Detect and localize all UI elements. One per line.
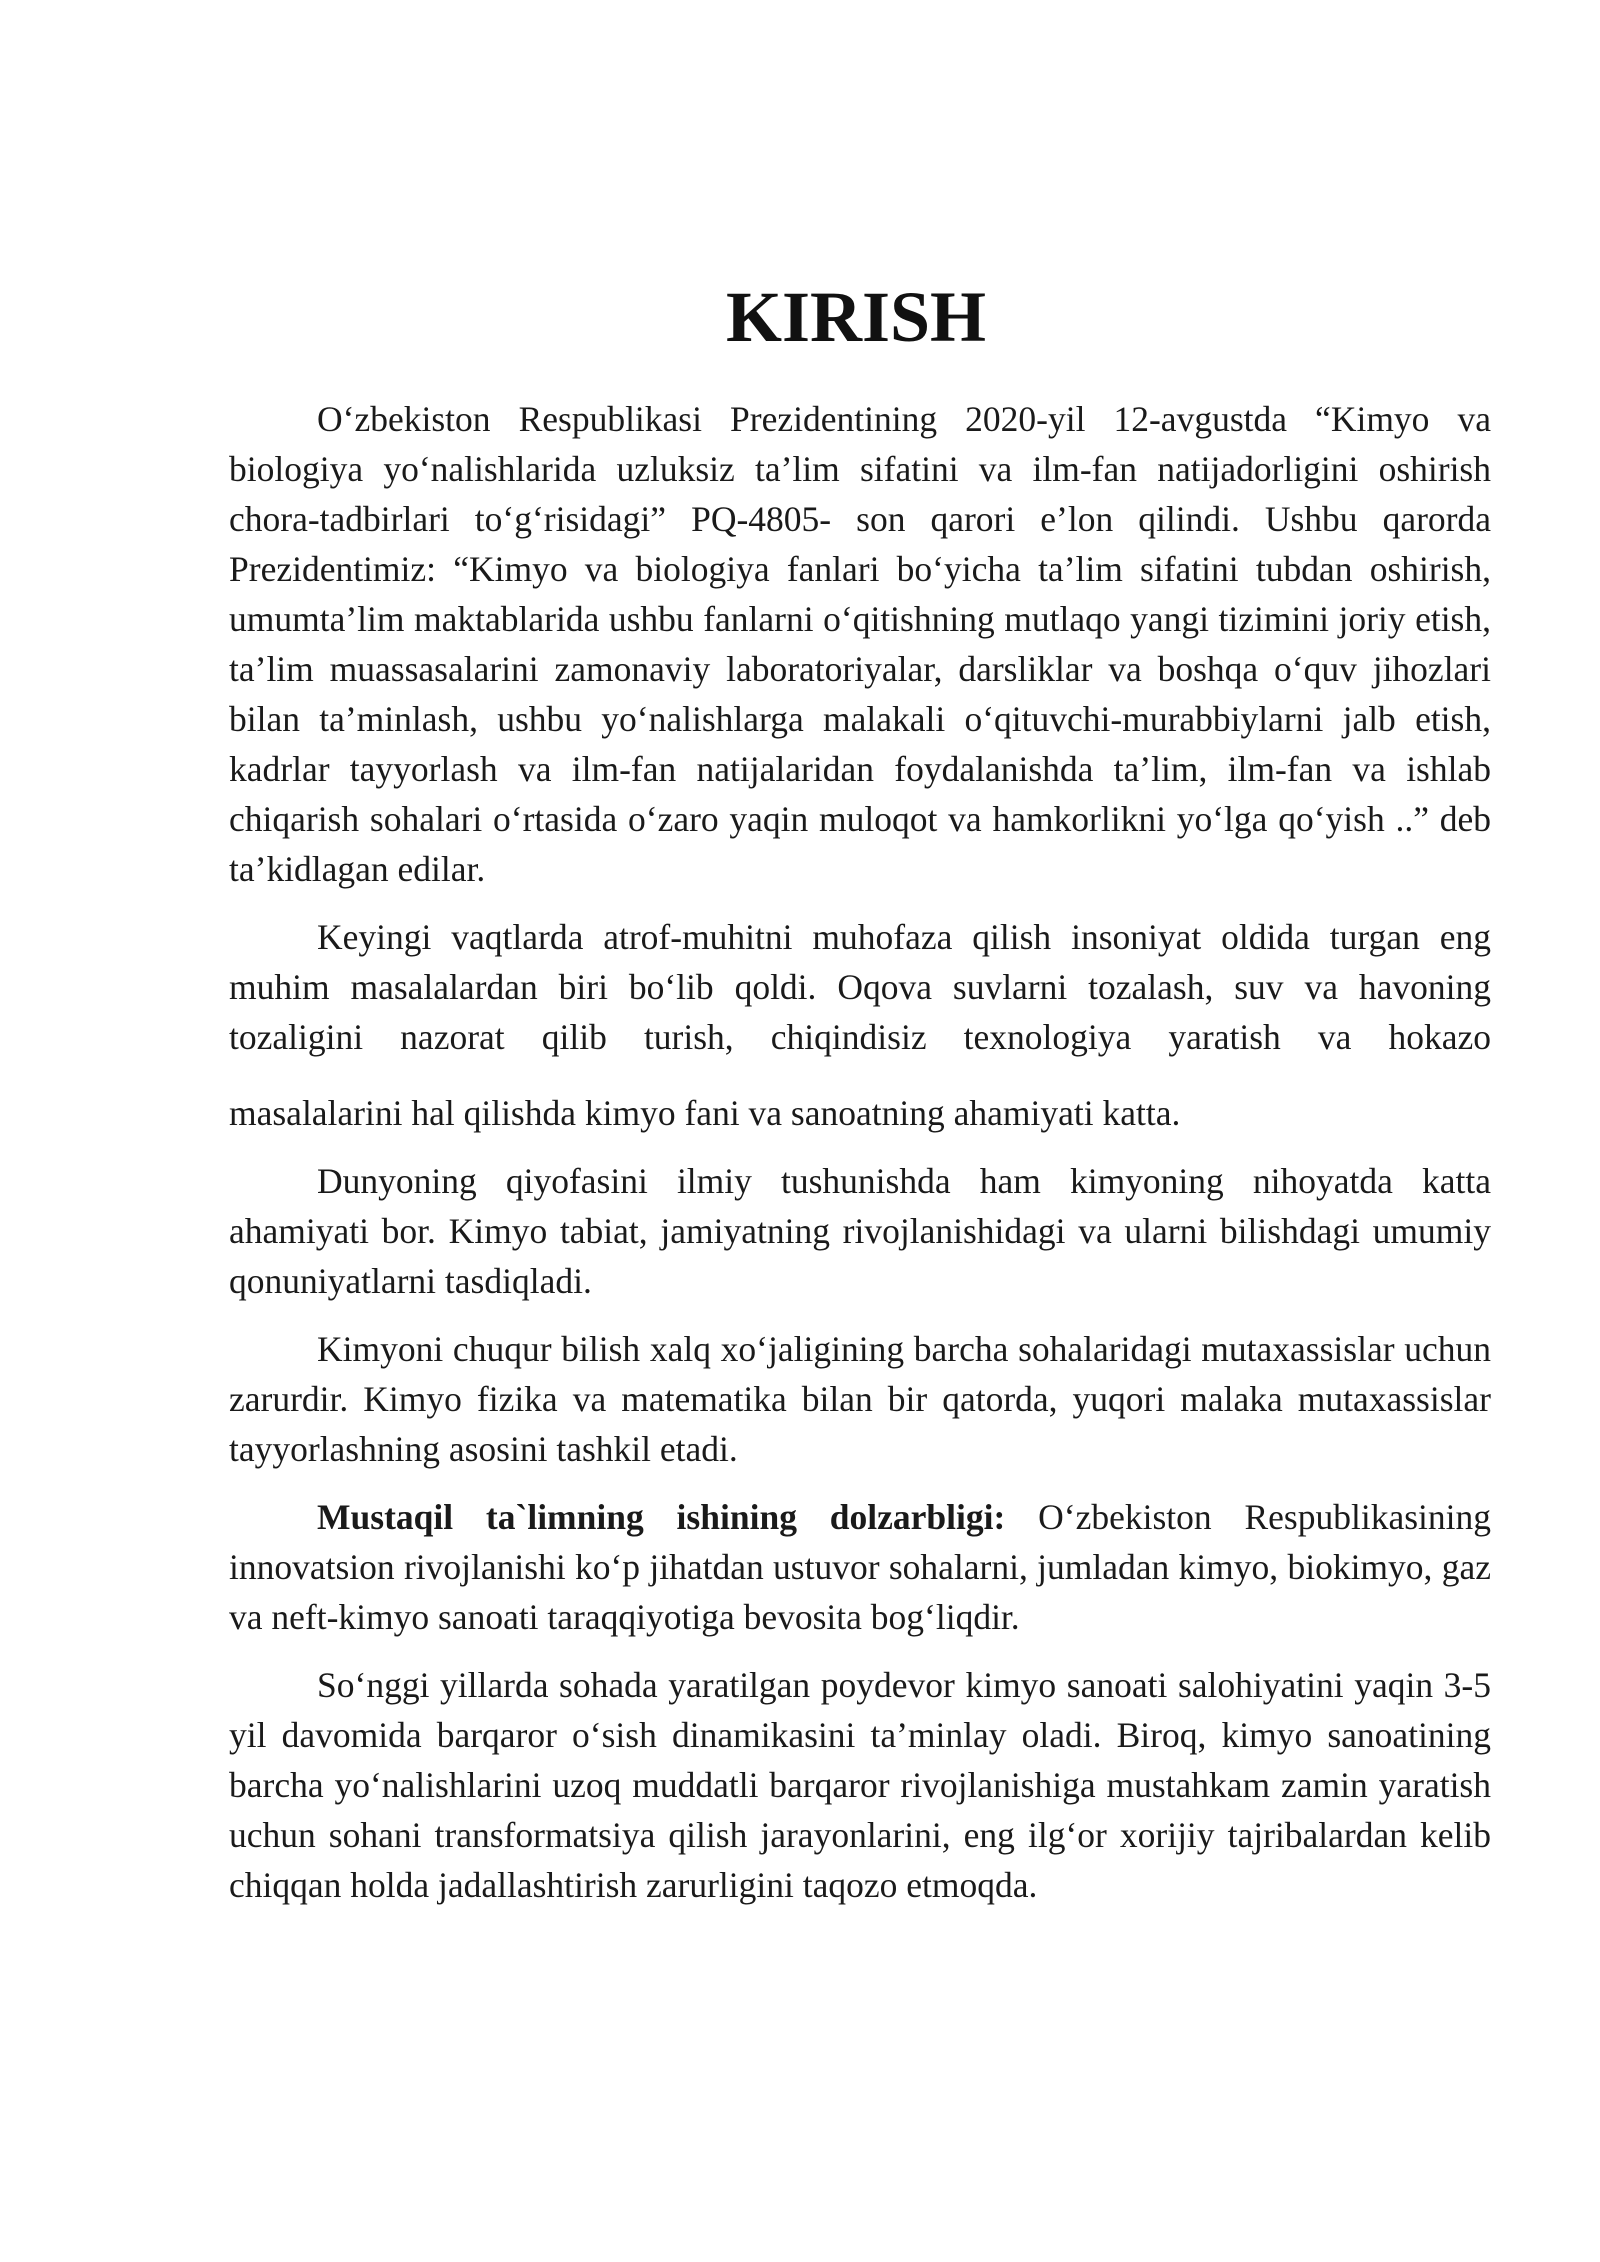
paragraph-presidential-decree: O‘zbekiston Respublikasi Prezidentining 2020-yil 12-avgustda “Kimyo va biologiya yo‘nalishlarida uzluksiz ta’lim sifatini va ilm-fan natijadorligini oshirish chora-tadbirlari to‘g‘risidagi” PQ-4805- son qarori e’lon qilindi. Ushbu qarorda Prezidentimiz: “Kimyo va biologiya fanlari bo‘yicha ta’lim sifatini tubdan oshirish, umumta’lim maktablarida ushbu fanlarni o‘qitishning mutlaqo yangi tizimini joriy etish, ta’lim muassasalarini zamonaviy laboratoriyalar, darsliklar va boshqa o‘quv jihozlari bilan ta’minlash, ushbu yo‘nalishlarga malakali o‘qituvchi-murabbiylarni jalb etish, kadrlar tayyorlash va ilm-fan natijalaridan foydalanishda ta’lim, ilm-fan va ishlab chiqarish sohalari o‘rtasida o‘zaro yaqin muloqot va hamkorlikni yo‘lga qo‘yish ..” deb ta’kidlagan edilar.	[229, 399, 1491, 889]
paragraph-environment: Keyingi vaqtlarda atrof-muhitni muhofaza qilish insoniyat oldida turgan eng muhim masalalardan biri bo‘lib qoldi. Oqova suvlarni tozalash, suv va havoning tozaligini nazorat qilib turish, chiqindisiz texnologiya yaratish va hokazo	[229, 917, 1491, 1057]
paragraph-environment-continuation: masalalarini hal qilishda kimyo fani va sanoatning ahamiyati katta.	[229, 1093, 1181, 1133]
paragraph-specialists: Kimyoni chuqur bilish xalq xo‘jaligining barcha sohalaridagi mutaxassislar uchun zarurdir. Kimyo fizika va matematika bilan bir qatorda, yuqori malaka mutaxassislar tayyorlashning asosini tashkil etadi.	[229, 1329, 1491, 1469]
relevance-heading: Mustaqil ta`limning ishining dolzarbligi:	[317, 1497, 1006, 1537]
document-body	[229, 394, 1491, 1928]
page-title: KIRISH	[725, 277, 987, 357]
relevance-text: O‘zbekiston Respublikasining innovatsion rivojlanishi ko‘p jihatdan ustuvor sohalarni, jumladan kimyo, biokimyo, gaz va neft-kimyo sanoati taraqqiyotiga bevosita bog‘liqdir.	[229, 1497, 1491, 1637]
paragraph-worldview: Dunyoning qiyofasini ilmiy tushunishda ham kimyoning nihoyatda katta ahamiyati bor. Kimyo tabiat, jamiyatning rivojlanishidagi va ularni bilishdagi umumiy qonuniyatlarni tasdiqladi.	[229, 1161, 1491, 1301]
paragraph-recent-years: So‘nggi yillarda sohada yaratilgan poydevor kimyo sanoati salohiyatini yaqin 3-5 yil davomida barqaror o‘sish dinamikasini ta’minlay oladi. Biroq, kimyo sanoatining barcha yo‘nalishlarini uzoq muddatli barqaror rivojlanishiga mustahkam zamin yaratish uchun sohani transformatsiya qilish jarayonlarini, eng ilg‘or xorijiy tajribalardan kelib chiqqan holda jadallashtirish zarurligini taqozo etmoqda.	[229, 1665, 1491, 1905]
paragraph-relevance	[229, 1492, 1491, 1642]
